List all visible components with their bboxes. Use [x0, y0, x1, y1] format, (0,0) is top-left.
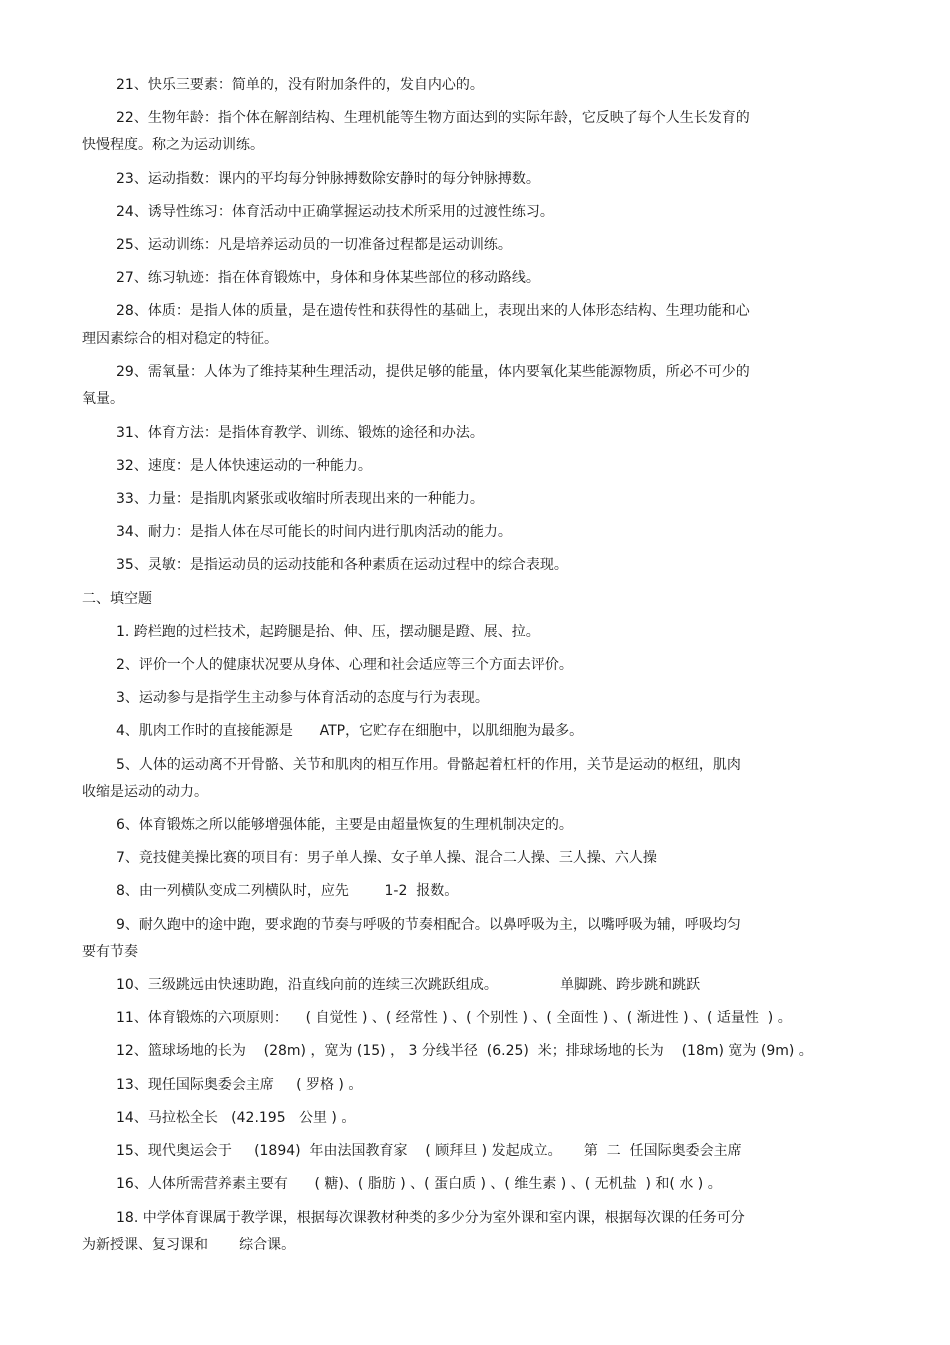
fill-in-3: 3、运动参与是指学生主动参与体育活动的态度与行为表现。: [116, 690, 489, 706]
definition-27: 27、练习轨迹：指在体育锻炼中，身体和身体某些部位的移动路线。: [116, 270, 540, 286]
definition-32: 32、速度：是人体快速运动的一种能力。: [116, 458, 372, 474]
definition-34: 34、耐力：是指人体在尽可能长的时间内进行肌肉活动的能力。: [116, 524, 512, 540]
fill-in-10: 10、三级跳远由快速助跑，沿直线向前的连续三次跳跃组成。 单脚跳、跨步跳和跳跃: [116, 977, 701, 993]
definition-22: 22、生物年龄：指个体在解剖结构、生理机能等生物方面达到的实际年龄，它反映了每个人生长发育的: [116, 110, 750, 126]
fill-in-12: 12、篮球场地的长为 (28m) ，宽为 (15) ， 3 分线半径 (6.25) 米；排球场地的长为 (18m) 宽为 (9m) 。: [116, 1043, 813, 1059]
definition-25: 25、运动训练：凡是培养运动员的一切准备过程都是运动训练。: [116, 237, 512, 253]
fill-in-13: 13、现任国际奥委会主席 ( 罗格 ) 。: [116, 1077, 363, 1093]
fill-in-4: 4、肌肉工作时的直接能源是 ATP，它贮存在细胞中，以肌细胞为最多。: [116, 723, 584, 739]
fill-in-1: 1. 跨栏跑的过栏技术，起跨腿是抬、伸、压，摆动腿是蹬、展、拉。: [116, 624, 540, 640]
definition-23: 23、运动指数：课内的平均每分钟脉搏数除安静时的每分钟脉搏数。: [116, 171, 540, 187]
definition-35: 35、灵敏：是指运动员的运动技能和各种素质在运动过程中的综合表现。: [116, 557, 568, 573]
fill-in-14: 14、马拉松全长 (42.195 公里 ) 。: [116, 1110, 356, 1126]
fill-in-8: 8、由一列横队变成二列横队时，应先 1-2 报数。: [116, 883, 459, 899]
fill-in-5: 5、人体的运动离不开骨骼、关节和肌肉的相互作用。骨骼起着杠杆的作用，关节是运动的枢纽，肌肉: [116, 757, 741, 773]
definition-31: 31、体育方法：是指体育教学、训练、锻炼的途径和办法。: [116, 425, 484, 441]
fill-in-18: 18. 中学体育课属于教学课，根据每次课教材种类的多少分为室外课和室内课，根据每次课的任务可分: [116, 1210, 745, 1226]
fill-in-11: 11、体育锻炼的六项原则： ( 自觉性 ) 、( 经常性 ) 、( 个别性 ) 、( 全面性 ) 、( 渐进性 ) 、( 适量性 ) 。: [116, 1010, 792, 1026]
definition-29: 29、需氧量：人体为了维持某种生理活动，提供足够的能量，体内要氧化某些能源物质，所必不可少的: [116, 364, 750, 380]
definition-21: 21、快乐三要素：简单的，没有附加条件的，发自内心的。: [116, 77, 484, 93]
definition-24: 24、诱导性练习：体育活动中正确掌握运动技术所采用的过渡性练习。: [116, 204, 554, 220]
fill-in-6: 6、体育锻炼之所以能够增强体能，主要是由超量恢复的生理机制决定的。: [116, 817, 573, 833]
fill-in-7: 7、竞技健美操比赛的项目有：男子单人操、女子单人操、混合二人操、三人操、六人操: [116, 850, 657, 866]
fill-in-15: 15、现代奥运会于 (1894) 年由法国教育家 ( 顾拜旦 ) 发起成立。 第 二 任国际奥委会主席: [116, 1143, 742, 1159]
section-heading-fill-in: 二、填空题: [82, 591, 152, 607]
fill-in-18-cont: 为新授课、复习课和 综合课。: [82, 1237, 296, 1253]
definition-29-cont: 氧量。: [82, 391, 124, 407]
fill-in-16: 16、人体所需营养素主要有 ( 糖)、( 脂肪 ) 、( 蛋白质 ) 、( 维生素 ) 、( 无机盐 ) 和( 水 ) 。: [116, 1176, 722, 1192]
definition-28: 28、体质：是指人体的质量，是在遗传性和获得性的基础上，表现出来的人体形态结构、生理功能和心: [116, 303, 750, 319]
fill-in-9-cont: 要有节奏: [82, 944, 138, 960]
definition-22-cont: 快慢程度。称之为运动训练。: [82, 137, 264, 153]
fill-in-9: 9、耐久跑中的途中跑，要求跑的节奏与呼吸的节奏相配合。以鼻呼吸为主，以嘴呼吸为辅，呼吸均匀: [116, 917, 741, 933]
definition-33: 33、力量：是指肌肉紧张或收缩时所表现出来的一种能力。: [116, 491, 484, 507]
fill-in-5-cont: 收缩是运动的动力。: [82, 784, 208, 800]
definition-28-cont: 理因素综合的相对稳定的特征。: [82, 331, 278, 347]
fill-in-2: 2、评价一个人的健康状况要从身体、心理和社会适应等三个方面去评价。: [116, 657, 573, 673]
